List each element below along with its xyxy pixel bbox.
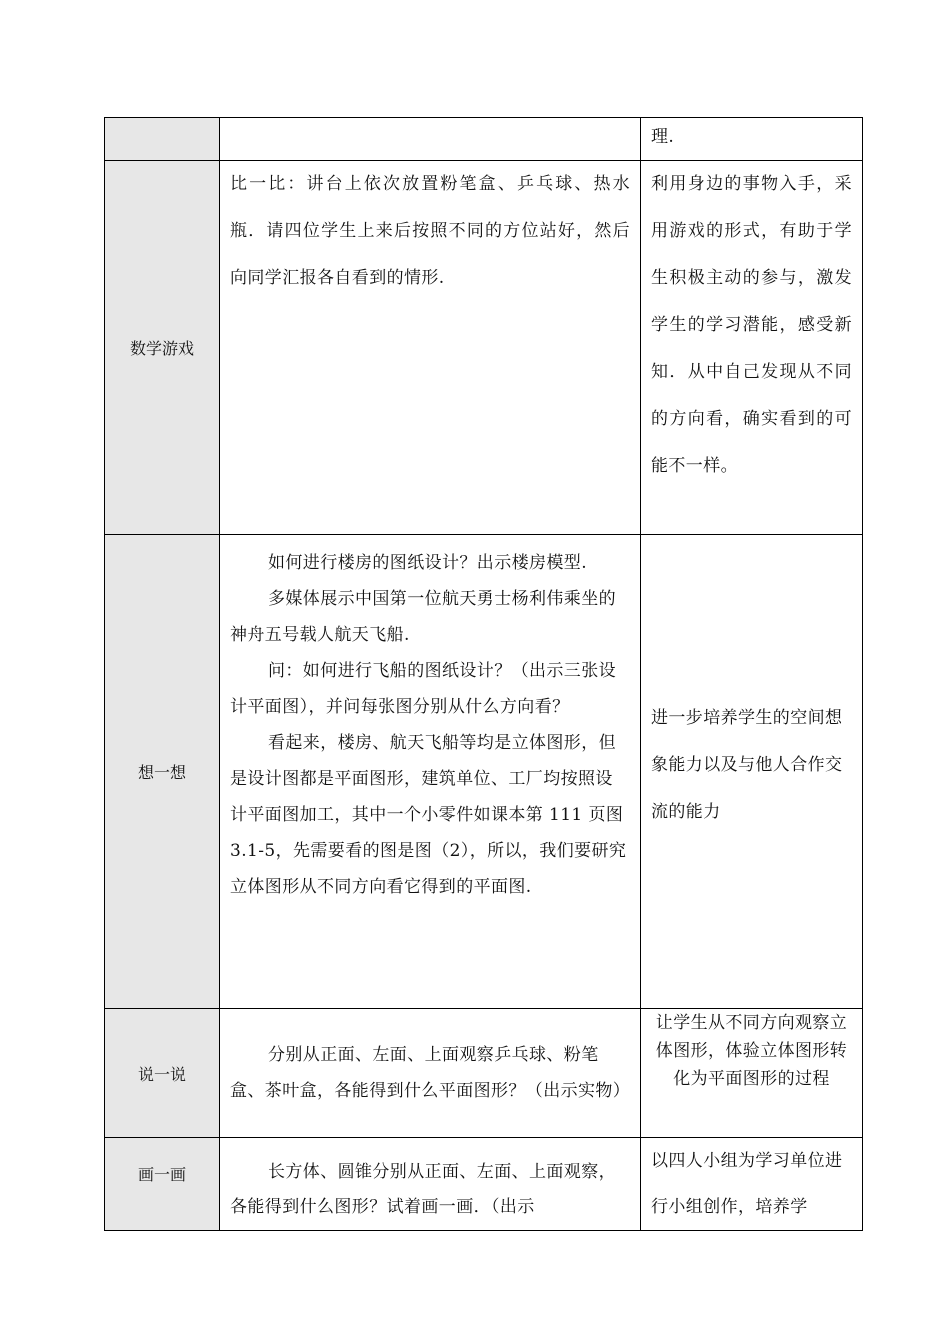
purpose-text: 进一步培养学生的空间想象能力以及与他人合作交流的能力 xyxy=(651,708,843,822)
content-cell xyxy=(220,1009,641,1138)
content-cell xyxy=(220,1138,641,1231)
row-label-cell xyxy=(105,161,220,535)
purpose-cell xyxy=(641,161,863,535)
row-label: 画一画 xyxy=(137,1165,186,1184)
row-label: 想一想 xyxy=(137,763,186,782)
content-paragraph: 分别从正面、左面、上面观察乒乓球、粉笔盒、茶叶盒，各能得到什么平面图形？（出示实物） xyxy=(230,1045,631,1101)
purpose-text: 让学生从不同方向观察立体图形，体验立体图形转化为平面图形的过程 xyxy=(655,1013,848,1089)
content-cell xyxy=(220,535,641,1009)
content-paragraph: 比一比：讲台上依次放置粉笔盒、乒乓球、热水瓶．请四位学生上来后按照不同的方位站好，然后向同学汇报各自看到的情形. xyxy=(230,174,630,288)
content-paragraph: 如何进行楼房的图纸设计？出示楼房模型. xyxy=(268,553,588,573)
content-paragraph: 看起来，楼房、航天飞船等均是立体图形，但是设计图都是平面图形，建筑单位、工厂均按照设计平面图加工，其中一个小零件如课本第 111 页图 3.1-5，先需要看的图是图（2），所以，我们要研究立体图形从不同方向看它得到的平面图. xyxy=(230,733,627,897)
purpose-text: 利用身边的事物入手，采用游戏的形式，有助于学生积极主动的参与，激发学生的学习潜能，感受新知．从中自己发现从不同的方向看，确实看到的可能不一样。 xyxy=(651,174,852,476)
content-cell xyxy=(220,161,641,535)
table-row xyxy=(105,161,863,535)
table-row xyxy=(105,118,863,161)
purpose-text: 理. xyxy=(651,127,675,147)
purpose-cell xyxy=(641,535,863,1009)
row-label-cell xyxy=(105,1138,220,1231)
row-label-cell xyxy=(105,535,220,1009)
row-label-cell xyxy=(105,1009,220,1138)
table-row xyxy=(105,1009,863,1138)
table-row xyxy=(105,1138,863,1231)
row-label: 数学游戏 xyxy=(129,339,194,358)
content-paragraph: 多媒体展示中国第一位航天勇士杨利伟乘坐的神舟五号载人航天飞船. xyxy=(230,589,616,645)
content-paragraph: 长方体、圆锥分别从正面、左面、上面观察，各能得到什么图形？试着画一画．（出示 xyxy=(230,1162,616,1217)
purpose-cell xyxy=(641,1138,863,1231)
purpose-cell xyxy=(641,118,863,161)
content-cell xyxy=(220,118,641,161)
row-label-cell xyxy=(105,118,220,161)
table-row xyxy=(105,535,863,1009)
lesson-plan-table xyxy=(104,117,863,1231)
content-paragraph: 问：如何进行飞船的图纸设计？（出示三张设计平面图），并问每张图分别从什么方向看？ xyxy=(230,661,616,717)
purpose-text: 以四人小组为学习单位进行小组创作，培养学 xyxy=(651,1151,843,1217)
row-label: 说一说 xyxy=(137,1064,186,1084)
purpose-cell xyxy=(641,1009,863,1138)
